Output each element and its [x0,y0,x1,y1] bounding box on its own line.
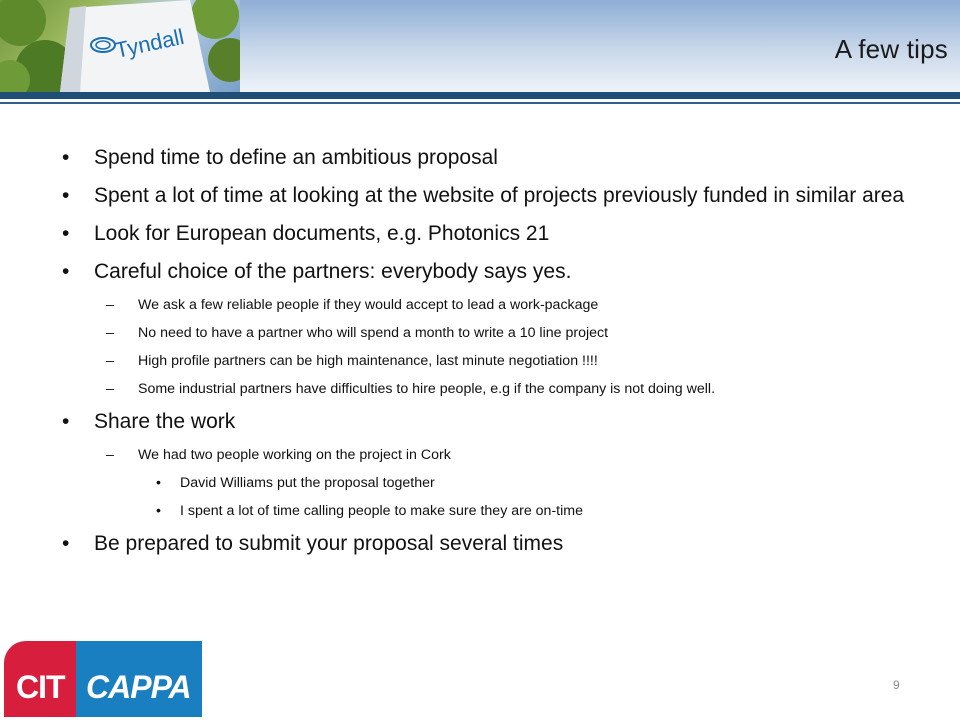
logo-cit-block [4,641,76,717]
logo-cappa-text: CAPPA [86,669,191,705]
bullet-text: Careful choice of the partners: everybody says yes. [94,260,572,283]
sign-text: Tyndall [112,23,187,63]
bullet-text: Spend time to define an ambitious proposal [94,146,498,169]
page-number: 9 [893,678,900,692]
bullet-item [56,258,936,286]
logo-cit-text: CIT [16,669,65,705]
bullet-text: Be prepared to submit your proposal several times [94,532,564,555]
bullet-item [56,220,936,248]
header-bar [0,92,960,99]
bullet-icon: • [62,146,70,169]
dash-icon: – [106,447,114,463]
sub-bullet-item [56,296,936,314]
bullet-item [56,408,936,436]
logo-cappa-block [76,641,202,717]
dash-icon: – [106,325,114,341]
header-rule [0,102,960,104]
sub-bullet-text: We ask a few reliable people if they would accept to lead a work-package [138,297,599,313]
bullet-item [56,530,936,558]
sub-sub-bullet-text: David Williams put the proposal together [180,475,435,491]
slide-title: A few tips [834,34,948,64]
tyndall-building-photo [0,0,240,92]
bullet-icon: • [156,475,161,491]
bullet-list [56,144,936,568]
sub-sub-bullet-item [56,474,936,492]
sub-bullet-item [56,446,936,464]
dash-icon: – [106,353,114,369]
sub-bullet-text: High profile partners can be high maintenance, last minute negotiation !!!! [138,353,598,369]
bullet-item [56,144,936,172]
sub-bullet-item [56,380,936,398]
sub-bullet-item [56,352,936,370]
bullet-icon: • [156,503,161,519]
sub-bullet-text: No need to have a partner who will spend a month to write a 10 line project [138,325,609,341]
bullet-text: Spent a lot of time at looking at the website of projects previously funded in similar area [94,184,905,207]
slide-header [0,0,960,108]
sub-bullet-text: Some industrial partners have difficulties to hire people, e.g if the company is not doing well. [138,381,716,397]
bullet-text: Share the work [94,410,236,433]
bullet-text: Look for European documents, e.g. Photonics 21 [94,222,550,245]
sub-sub-bullet-text: I spent a lot of time calling people to make sure they are on-time [180,503,583,519]
dash-icon: – [106,297,114,313]
sub-bullet-text: We had two people working on the project in Cork [138,447,451,463]
bullet-icon: • [62,260,70,283]
sub-sub-bullet-item [56,502,936,520]
bullet-icon: • [62,222,70,245]
bullet-icon: • [62,410,70,433]
bullet-icon: • [62,532,70,555]
bullet-icon: • [62,184,70,207]
sub-bullet-item [56,324,936,342]
bullet-item [56,182,936,210]
dash-icon: – [106,381,114,397]
cit-cappa-logo [4,641,202,717]
